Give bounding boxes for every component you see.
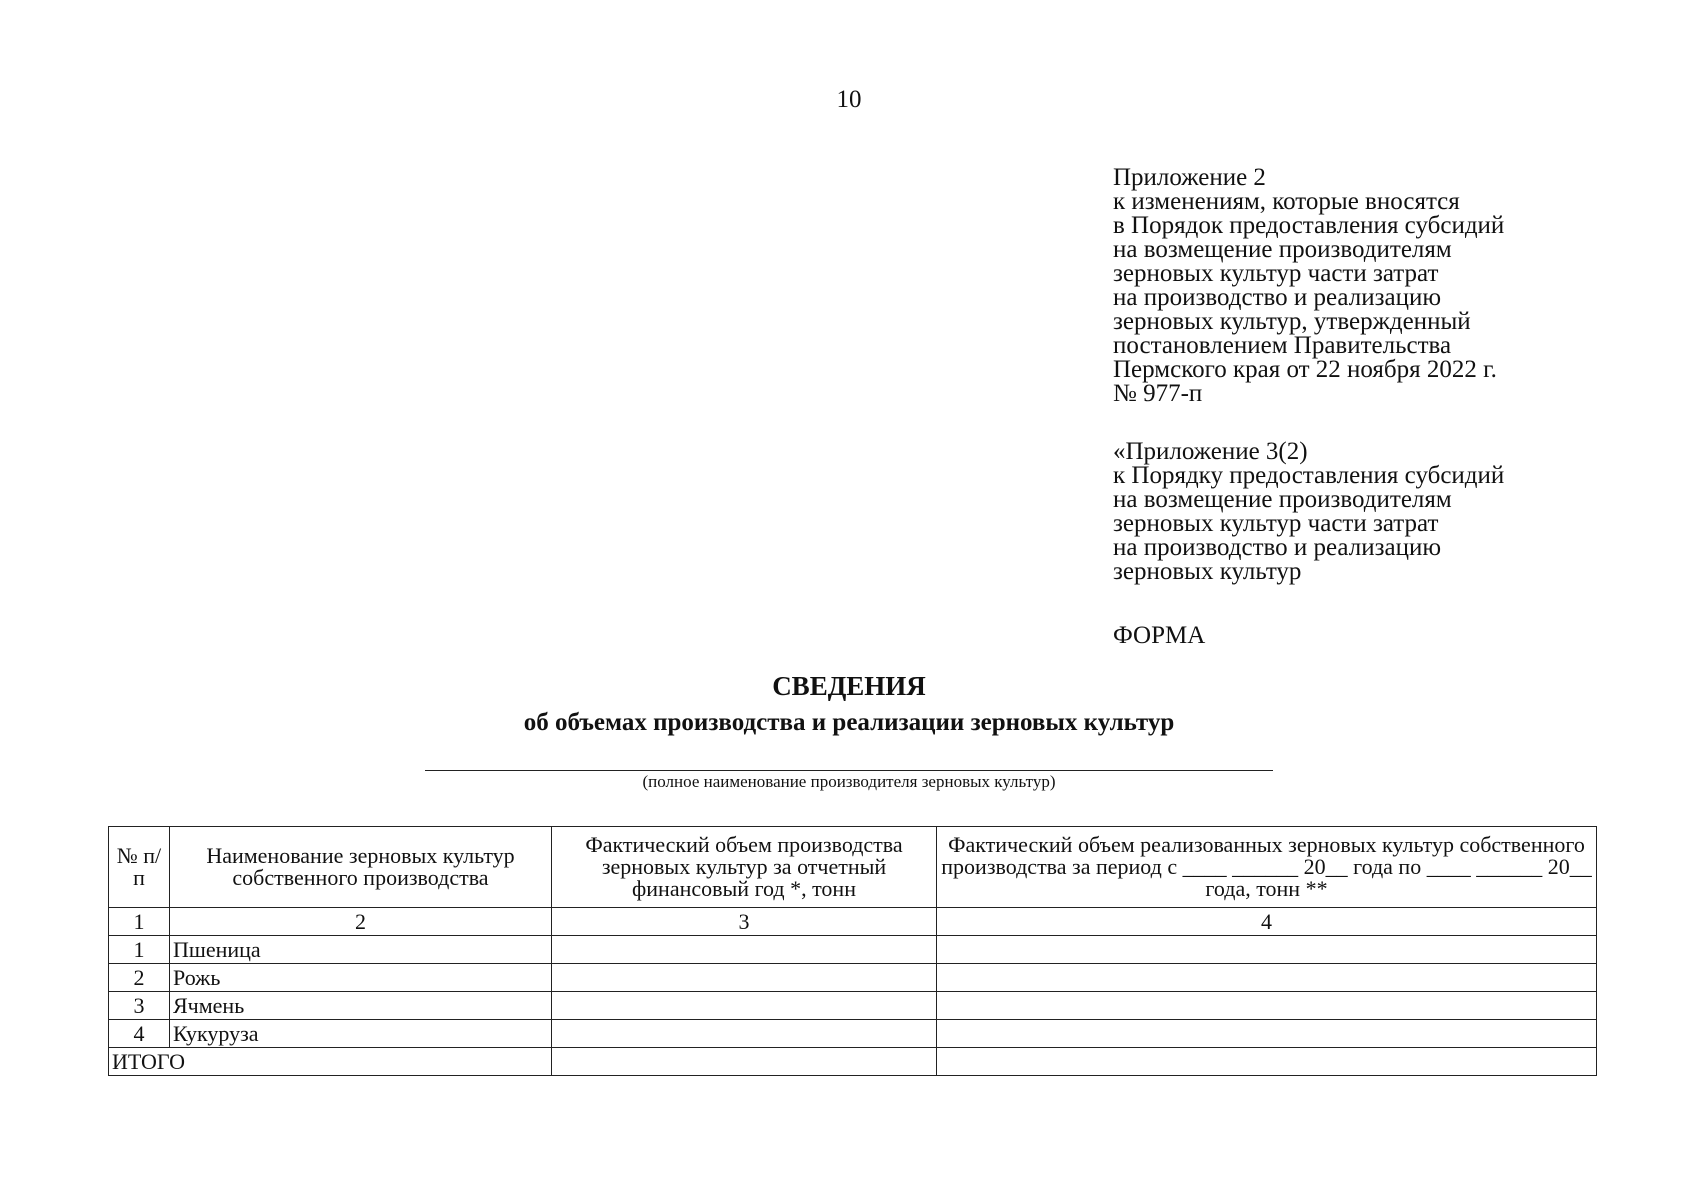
production-cell[interactable]	[552, 964, 937, 992]
production-cell[interactable]	[552, 992, 937, 1020]
row-number: 4	[109, 1020, 170, 1048]
row-number: 1	[109, 936, 170, 964]
total-row	[109, 1048, 1597, 1076]
total-label: ИТОГО	[109, 1048, 552, 1076]
header-sold-volume: Фактический объем реализованных зерновых культур собственного производства за период с ____ ______ 20__ года по ____ ______ 20__ года, тонн **	[937, 827, 1597, 908]
sold-cell[interactable]	[937, 992, 1597, 1020]
total-production-cell[interactable]	[552, 1048, 937, 1076]
column-number: 1	[109, 908, 170, 936]
crop-name: Рожь	[170, 964, 552, 992]
annex-line: «Приложение 3(2)	[1113, 438, 1308, 465]
appendix-line: № 977-п	[1113, 380, 1203, 407]
appendix-line: на возмещение производителям	[1113, 236, 1452, 263]
appendix-line: в Порядок предоставления субсидий	[1113, 212, 1505, 239]
table-row	[109, 1020, 1597, 1048]
producer-name-line	[425, 770, 1273, 771]
table-row	[109, 992, 1597, 1020]
header-production-volume: Фактический объем производства зерновых культур за отчетный финансовый год *, тонн	[552, 827, 937, 908]
appendix-line: постановлением Правительства	[1113, 332, 1452, 359]
annex-line: зерновых культур	[1113, 558, 1302, 585]
header-number: № п/п	[109, 827, 170, 908]
appendix-line: Пермского края от 22 ноября 2022 г.	[1113, 356, 1497, 383]
production-cell[interactable]	[552, 936, 937, 964]
appendix-line: зерновых культур, утвержденный	[1113, 308, 1471, 335]
row-number: 2	[109, 964, 170, 992]
crop-name: Пшеница	[170, 936, 552, 964]
table-row	[109, 936, 1597, 964]
sold-cell[interactable]	[937, 936, 1597, 964]
crop-name: Ячмень	[170, 992, 552, 1020]
appendix-line: на производство и реализацию	[1113, 284, 1442, 311]
crops-table	[108, 826, 1597, 1076]
page-number: 10	[836, 86, 862, 113]
row-number: 3	[109, 992, 170, 1020]
appendix-line: к изменениям, которые вносятся	[1113, 188, 1460, 215]
annex-line: зерновых культур части затрат	[1113, 510, 1439, 537]
crop-name: Кукуруза	[170, 1020, 552, 1048]
annex-line: к Порядку предоставления субсидий	[1113, 462, 1505, 489]
appendix-line: зерновых культур части затрат	[1113, 260, 1439, 287]
production-cell[interactable]	[552, 1020, 937, 1048]
column-number: 3	[552, 908, 937, 936]
column-number-row	[109, 908, 1597, 936]
producer-caption: (полное наименование производителя зерновых культур)	[642, 772, 1056, 791]
annex-line: на производство и реализацию	[1113, 534, 1442, 561]
table-row	[109, 964, 1597, 992]
annex-line: на возмещение производителям	[1113, 486, 1452, 513]
sold-cell[interactable]	[937, 964, 1597, 992]
sold-cell[interactable]	[937, 1020, 1597, 1048]
column-number: 4	[937, 908, 1597, 936]
appendix-line: Приложение 2	[1113, 164, 1266, 191]
document-subtitle: об объемах производства и реализации зерновых культур	[523, 709, 1175, 736]
document-title: СВЕДЕНИЯ	[772, 671, 926, 701]
total-sold-cell[interactable]	[937, 1048, 1597, 1076]
forma-label: ФОРМА	[1113, 622, 1206, 649]
header-crop-name: Наименование зерновых культур собственного производства	[170, 827, 552, 908]
column-number: 2	[170, 908, 552, 936]
table-header-row	[109, 827, 1597, 908]
appendix-block	[1113, 166, 1504, 584]
